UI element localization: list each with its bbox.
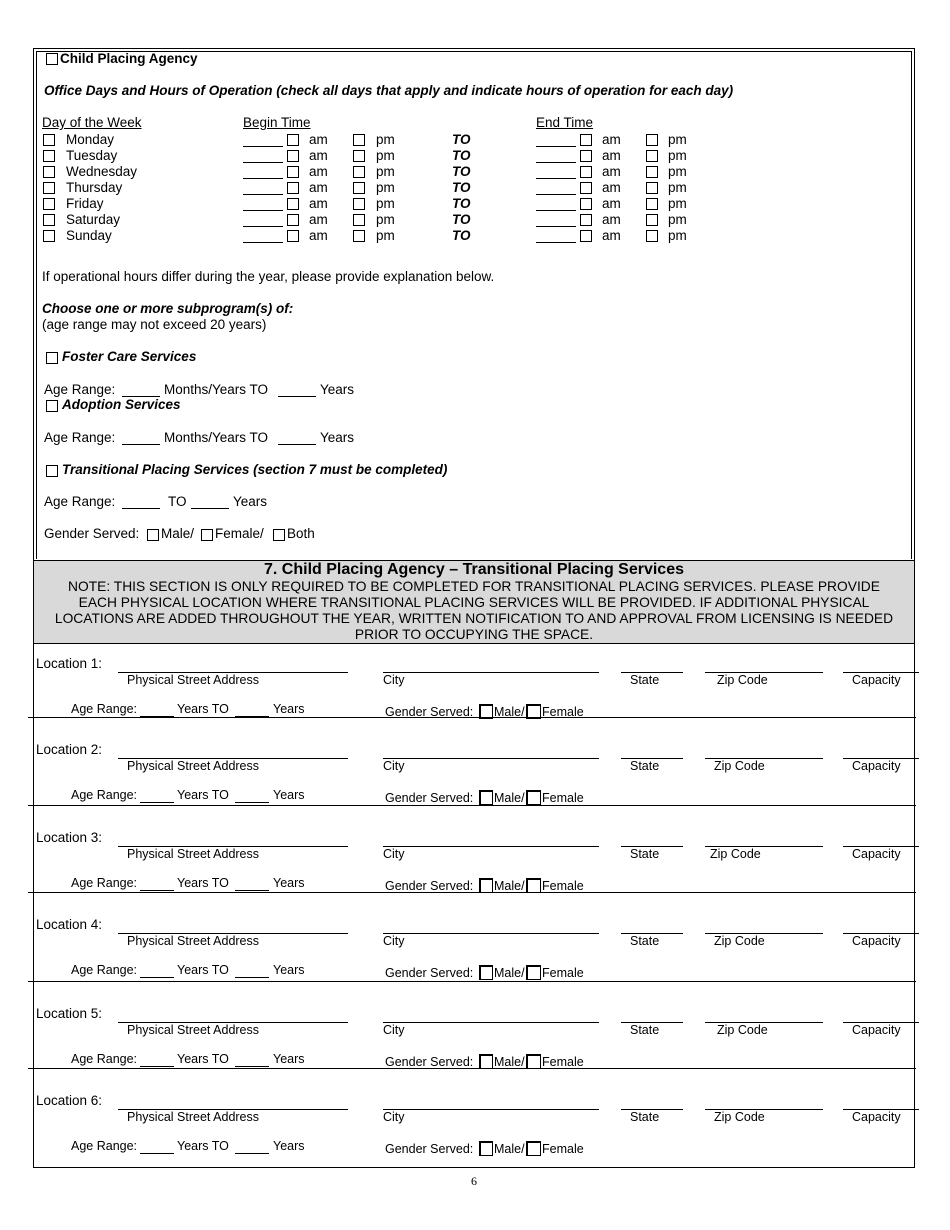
location-divider — [28, 717, 916, 718]
location-age-mid: Years TO — [177, 963, 229, 977]
child-placing-agency-checkbox[interactable] — [46, 53, 58, 65]
end-pm-checkbox[interactable] — [646, 198, 658, 210]
state-caption: State — [630, 934, 660, 948]
begin-am-checkbox[interactable] — [287, 182, 299, 194]
end-pm-label: pm — [668, 164, 687, 179]
adoption-age-prefix: Age Range: — [44, 430, 116, 445]
end-pm-label: pm — [668, 212, 687, 227]
location-male-checkbox[interactable] — [479, 790, 493, 805]
end-am-checkbox[interactable] — [580, 182, 592, 194]
location-male-label: Male/ — [494, 1142, 525, 1156]
gender-female-label: Female/ — [215, 526, 264, 541]
gender-female-checkbox[interactable] — [201, 529, 213, 541]
end-pm-label: pm — [668, 132, 687, 147]
address-caption: Physical Street Address — [127, 847, 260, 861]
end-time-field[interactable] — [536, 210, 576, 211]
state-caption: State — [630, 1110, 660, 1124]
address-caption: Physical Street Address — [127, 1110, 260, 1124]
begin-time-field[interactable] — [243, 226, 283, 227]
begin-pm-checkbox[interactable] — [353, 198, 365, 210]
foster-age-mid: Months/Years TO — [164, 382, 269, 397]
day-label: Monday — [66, 132, 115, 147]
begin-pm-label: pm — [376, 228, 395, 243]
begin-pm-checkbox[interactable] — [353, 150, 365, 162]
location-male-label: Male/ — [494, 879, 525, 893]
end-time-field[interactable] — [536, 162, 576, 163]
location-age-mid: Years TO — [177, 788, 229, 802]
location-age-suffix: Years — [273, 963, 305, 977]
city-field[interactable] — [383, 672, 599, 673]
city-caption: City — [383, 1110, 405, 1124]
location-age-mid: Years TO — [177, 702, 229, 716]
begin-pm-label: pm — [376, 164, 395, 179]
location-female-label: Female — [542, 966, 584, 980]
to-label: TO — [452, 228, 471, 243]
state-caption: State — [630, 847, 660, 861]
subprogram-heading: Choose one or more subprogram(s) of: — [42, 301, 294, 316]
gender-served-label: Gender Served: — [44, 526, 140, 541]
location-age-suffix: Years — [273, 1052, 305, 1066]
end-time-field[interactable] — [536, 226, 576, 227]
end-pm-checkbox[interactable] — [646, 150, 658, 162]
end-pm-checkbox[interactable] — [646, 182, 658, 194]
begin-pm-checkbox[interactable] — [353, 134, 365, 146]
day-label: Friday — [66, 196, 104, 211]
section7-title: 7. Child Placing Agency – Transitional Placing Services — [264, 561, 684, 578]
to-label: TO — [452, 212, 471, 227]
city-field[interactable] — [383, 846, 599, 847]
section7-note-line: EACH PHYSICAL LOCATION WHERE TRANSITIONAL PLACING SERVICES WILL BE PROVIDED. IF ADDITIONAL PHYSICAL — [78, 595, 870, 610]
begin-pm-label: pm — [376, 212, 395, 227]
address-caption: Physical Street Address — [127, 759, 260, 773]
end-pm-checkbox[interactable] — [646, 214, 658, 226]
address-caption: Physical Street Address — [127, 934, 260, 948]
day-of-week-header: Day of the Week — [42, 115, 142, 130]
location-age-to-field[interactable] — [235, 1153, 269, 1154]
transitional-age-prefix: Age Range: — [44, 494, 116, 509]
day-checkbox[interactable] — [43, 182, 55, 194]
foster-age-prefix: Age Range: — [44, 382, 116, 397]
state-caption: State — [630, 673, 660, 687]
begin-time-field[interactable] — [243, 146, 283, 147]
location-age-from-field[interactable] — [140, 890, 174, 891]
city-field[interactable] — [383, 1109, 599, 1110]
city-caption: City — [383, 934, 405, 948]
location-age-prefix: Age Range: — [71, 1139, 138, 1153]
city-field[interactable] — [383, 933, 599, 934]
begin-am-label: am — [309, 212, 328, 227]
begin-am-label: am — [309, 148, 328, 163]
location-label: Location 1: — [36, 656, 103, 671]
city-field[interactable] — [383, 758, 599, 759]
location-age-to-field[interactable] — [235, 802, 269, 803]
location-label: Location 4: — [36, 917, 103, 932]
end-pm-checkbox[interactable] — [646, 230, 658, 242]
begin-pm-checkbox[interactable] — [353, 230, 365, 242]
gender-both-checkbox[interactable] — [273, 529, 285, 541]
capacity-caption: Capacity — [852, 1110, 901, 1124]
location-female-label: Female — [542, 705, 584, 719]
city-caption: City — [383, 759, 405, 773]
end-am-label: am — [602, 180, 621, 195]
zip-caption: Zip Code — [714, 1110, 765, 1124]
location-label: Location 6: — [36, 1093, 103, 1108]
location-gender-prefix: Gender Served: — [385, 966, 474, 980]
location-male-checkbox[interactable] — [479, 1054, 493, 1069]
gender-male-checkbox[interactable] — [147, 529, 159, 541]
begin-pm-checkbox[interactable] — [353, 182, 365, 194]
location-age-prefix: Age Range: — [71, 963, 138, 977]
adoption-age-from-field[interactable] — [122, 444, 160, 445]
zip-caption: Zip Code — [714, 934, 765, 948]
location-age-from-field[interactable] — [140, 977, 174, 978]
location-label: Location 2: — [36, 742, 103, 757]
begin-am-checkbox[interactable] — [287, 214, 299, 226]
begin-am-label: am — [309, 180, 328, 195]
day-label: Tuesday — [66, 148, 118, 163]
location-gender-prefix: Gender Served: — [385, 705, 474, 719]
day-label: Thursday — [66, 180, 123, 195]
section7-note-line: NOTE: THIS SECTION IS ONLY REQUIRED TO BE COMPLETED FOR TRANSITIONAL PLACING SERVICES. PLEASE PROVIDE — [68, 579, 880, 594]
section7-header — [34, 560, 914, 644]
capacity-caption: Capacity — [852, 673, 901, 687]
end-pm-checkbox[interactable] — [646, 134, 658, 146]
to-label: TO — [452, 148, 471, 163]
location-age-mid: Years TO — [177, 1052, 229, 1066]
subprogram-subheading: (age range may not exceed 20 years) — [42, 317, 267, 332]
end-am-label: am — [602, 148, 621, 163]
location-age-suffix: Years — [273, 702, 305, 716]
end-am-label: am — [602, 132, 621, 147]
begin-pm-label: pm — [376, 132, 395, 147]
location-female-label: Female — [542, 1055, 584, 1069]
begin-time-field[interactable] — [243, 210, 283, 211]
foster-age-to-field[interactable] — [278, 396, 316, 397]
adoption-age-to-field[interactable] — [278, 444, 316, 445]
location-female-label: Female — [542, 791, 584, 805]
to-label: TO — [452, 196, 471, 211]
to-label: TO — [452, 164, 471, 179]
zip-caption: Zip Code — [717, 673, 768, 687]
foster-care-label: Foster Care Services — [62, 349, 197, 364]
end-am-checkbox[interactable] — [580, 134, 592, 146]
day-label: Wednesday — [66, 164, 138, 179]
zip-caption: Zip Code — [710, 847, 761, 861]
location-age-from-field[interactable] — [140, 802, 174, 803]
location-age-to-field[interactable] — [235, 1066, 269, 1067]
adoption-age-suffix: Years — [320, 430, 355, 445]
day-checkbox[interactable] — [43, 214, 55, 226]
begin-am-checkbox[interactable] — [287, 166, 299, 178]
section7-note-line: PRIOR TO OCCUPYING THE SPACE. — [354, 627, 594, 642]
end-pm-label: pm — [668, 148, 687, 163]
begin-time-field[interactable] — [243, 178, 283, 179]
foster-age-suffix: Years — [320, 382, 355, 397]
transitional-age-to-field[interactable] — [191, 508, 229, 509]
location-age-mid: Years TO — [177, 1139, 229, 1153]
to-label: TO — [452, 180, 471, 195]
location-age-from-field[interactable] — [140, 1066, 174, 1067]
location-age-prefix: Age Range: — [71, 788, 138, 802]
transitional-checkbox[interactable] — [46, 465, 58, 477]
begin-pm-checkbox[interactable] — [353, 214, 365, 226]
location-male-checkbox[interactable] — [479, 965, 493, 980]
end-am-checkbox[interactable] — [580, 214, 592, 226]
begin-am-label: am — [309, 132, 328, 147]
location-label: Location 3: — [36, 830, 103, 845]
begin-time-field[interactable] — [243, 162, 283, 163]
day-checkbox[interactable] — [43, 134, 55, 146]
end-am-checkbox[interactable] — [580, 198, 592, 210]
location-divider — [28, 805, 916, 806]
day-label: Saturday — [66, 212, 121, 227]
end-am-label: am — [602, 228, 621, 243]
hours-heading: Office Days and Hours of Operation (check all days that apply and indicate hours of operation for each day) — [44, 83, 734, 98]
begin-am-label: am — [309, 164, 328, 179]
to-label: TO — [452, 132, 471, 147]
location-age-prefix: Age Range: — [71, 1052, 138, 1066]
zip-caption: Zip Code — [714, 759, 765, 773]
begin-pm-label: pm — [376, 196, 395, 211]
location-gender-prefix: Gender Served: — [385, 1055, 474, 1069]
day-label: Sunday — [66, 228, 112, 243]
begin-am-checkbox[interactable] — [287, 198, 299, 210]
city-caption: City — [383, 847, 405, 861]
location-age-mid: Years TO — [177, 876, 229, 890]
state-caption: State — [630, 1023, 660, 1037]
end-time-field[interactable] — [536, 242, 576, 243]
location-gender-prefix: Gender Served: — [385, 1142, 474, 1156]
address-caption: Physical Street Address — [127, 1023, 260, 1037]
address-caption: Physical Street Address — [127, 673, 260, 687]
begin-pm-label: pm — [376, 180, 395, 195]
gender-male-label: Male/ — [161, 526, 195, 541]
day-checkbox[interactable] — [43, 166, 55, 178]
transitional-label: Transitional Placing Services (section 7 must be completed) — [62, 462, 448, 477]
location-male-label: Male/ — [494, 1055, 525, 1069]
location-female-checkbox[interactable] — [526, 790, 541, 805]
end-time-field[interactable] — [536, 178, 576, 179]
section7-note — [34, 579, 914, 643]
gender-both-label: Both — [287, 526, 315, 541]
state-caption: State — [630, 759, 660, 773]
transitional-age-mid: TO — [168, 494, 187, 509]
location-female-checkbox[interactable] — [526, 1141, 541, 1156]
begin-pm-label: pm — [376, 148, 395, 163]
location-age-suffix: Years — [273, 1139, 305, 1153]
city-caption: City — [383, 1023, 405, 1037]
operational-hours-note: If operational hours differ during the year, please provide explanation below. — [42, 269, 495, 284]
location-divider — [28, 1068, 916, 1069]
capacity-caption: Capacity — [852, 759, 901, 773]
location-female-label: Female — [542, 1142, 584, 1156]
location-age-suffix: Years — [273, 788, 305, 802]
location-male-checkbox[interactable] — [479, 878, 493, 893]
begin-time-header: Begin Time — [243, 115, 311, 130]
page-number: 6 — [471, 1174, 477, 1188]
location-gender-prefix: Gender Served: — [385, 791, 474, 805]
transitional-age-suffix: Years — [233, 494, 268, 509]
end-am-label: am — [602, 196, 621, 211]
begin-time-field[interactable] — [243, 194, 283, 195]
capacity-caption: Capacity — [852, 1023, 901, 1037]
location-male-label: Male/ — [494, 791, 525, 805]
begin-time-field[interactable] — [243, 242, 283, 243]
end-am-checkbox[interactable] — [580, 230, 592, 242]
location-label: Location 5: — [36, 1006, 103, 1021]
end-time-field[interactable] — [536, 194, 576, 195]
location-gender-prefix: Gender Served: — [385, 879, 474, 893]
location-age-suffix: Years — [273, 876, 305, 890]
day-checkbox[interactable] — [43, 150, 55, 162]
transitional-age-from-field[interactable] — [122, 508, 160, 509]
end-am-label: am — [602, 212, 621, 227]
location-male-label: Male/ — [494, 705, 525, 719]
begin-am-checkbox[interactable] — [287, 134, 299, 146]
location-female-label: Female — [542, 879, 584, 893]
end-am-checkbox[interactable] — [580, 150, 592, 162]
day-checkbox[interactable] — [43, 230, 55, 242]
begin-am-label: am — [309, 228, 328, 243]
begin-am-label: am — [309, 196, 328, 211]
location-female-checkbox[interactable] — [526, 1054, 541, 1069]
adoption-age-mid: Months/Years TO — [164, 430, 269, 445]
begin-pm-checkbox[interactable] — [353, 166, 365, 178]
end-am-label: am — [602, 164, 621, 179]
location-age-to-field[interactable] — [235, 890, 269, 891]
end-time-header: End Time — [536, 115, 594, 130]
end-pm-label: pm — [668, 180, 687, 195]
begin-am-checkbox[interactable] — [287, 230, 299, 242]
day-checkbox[interactable] — [43, 198, 55, 210]
location-female-checkbox[interactable] — [526, 965, 541, 980]
end-pm-label: pm — [668, 228, 687, 243]
location-male-label: Male/ — [494, 966, 525, 980]
location-divider — [28, 981, 916, 982]
section7-note-line: LOCATIONS ARE ADDED THROUGHOUT THE YEAR, WRITTEN NOTIFICATION TO AND APPROVAL FROM LICENSING IS NEEDED — [54, 611, 894, 626]
end-pm-label: pm — [668, 196, 687, 211]
zip-caption: Zip Code — [717, 1023, 768, 1037]
location-age-to-field[interactable] — [235, 977, 269, 978]
capacity-caption: Capacity — [852, 934, 901, 948]
begin-am-checkbox[interactable] — [287, 150, 299, 162]
location-female-checkbox[interactable] — [526, 878, 541, 893]
adoption-checkbox[interactable] — [46, 400, 58, 412]
child-placing-agency-label: Child Placing Agency — [60, 51, 198, 66]
capacity-caption: Capacity — [852, 847, 901, 861]
location-age-prefix: Age Range: — [71, 702, 138, 716]
end-am-checkbox[interactable] — [580, 166, 592, 178]
end-time-field[interactable] — [536, 146, 576, 147]
adoption-label: Adoption Services — [62, 397, 181, 412]
location-age-prefix: Age Range: — [71, 876, 138, 890]
location-male-checkbox[interactable] — [479, 1141, 493, 1156]
city-field[interactable] — [383, 1022, 599, 1023]
location-divider — [28, 892, 916, 893]
city-caption: City — [383, 673, 405, 687]
foster-care-checkbox[interactable] — [46, 352, 58, 364]
end-pm-checkbox[interactable] — [646, 166, 658, 178]
location-age-from-field[interactable] — [140, 1153, 174, 1154]
